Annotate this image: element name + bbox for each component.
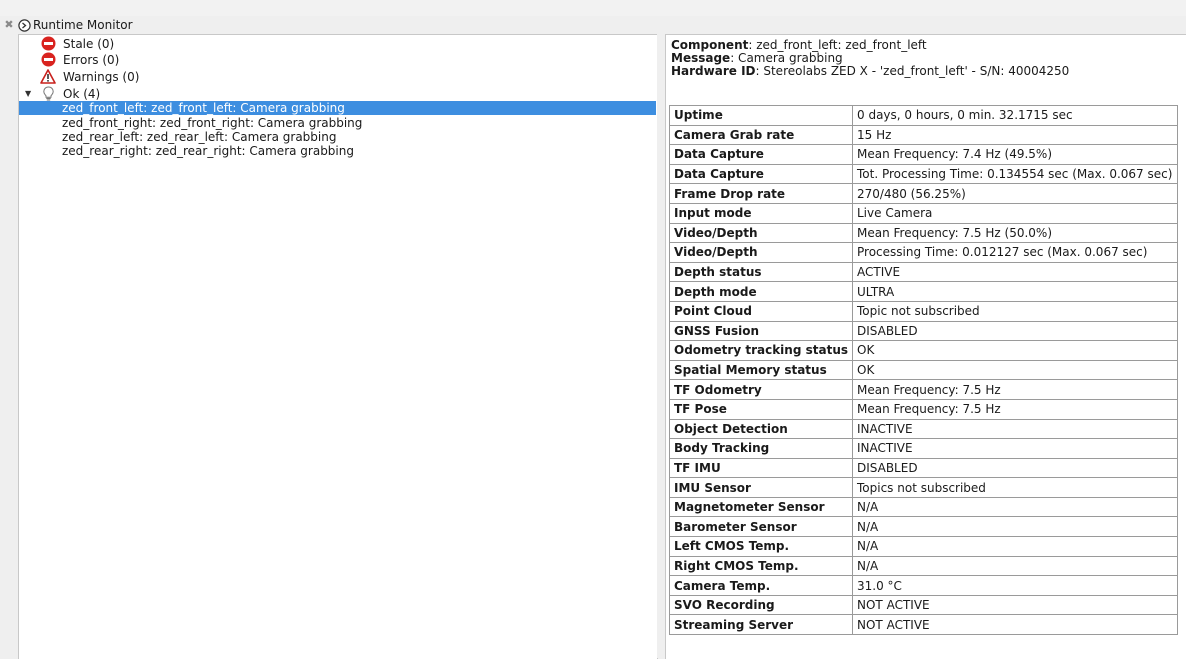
row-key: Body Tracking bbox=[670, 439, 853, 459]
row-key: Left CMOS Temp. bbox=[670, 537, 853, 557]
table-row bbox=[670, 399, 1178, 419]
row-value: N/A bbox=[853, 537, 1178, 557]
tree-group-label: Stale (0) bbox=[63, 36, 115, 51]
details-header bbox=[671, 39, 1069, 78]
row-value: N/A bbox=[853, 497, 1178, 517]
row-value: 15 Hz bbox=[853, 125, 1178, 145]
tree-group-stale[interactable] bbox=[40, 36, 114, 51]
row-key: Data Capture bbox=[670, 164, 853, 184]
tree-group-warnings[interactable] bbox=[40, 69, 139, 84]
row-key: SVO Recording bbox=[670, 595, 853, 615]
table-row bbox=[670, 537, 1178, 557]
row-key: Data Capture bbox=[670, 145, 853, 165]
row-value: Mean Frequency: 7.5 Hz bbox=[853, 399, 1178, 419]
table-row bbox=[670, 458, 1178, 478]
row-key: Depth status bbox=[670, 262, 853, 282]
tree-group-label: Ok (4) bbox=[63, 86, 101, 101]
row-value: Live Camera bbox=[853, 203, 1178, 223]
row-key: Frame Drop rate bbox=[670, 184, 853, 204]
table-row bbox=[670, 439, 1178, 459]
error-icon bbox=[40, 52, 56, 68]
details-panel bbox=[665, 34, 1186, 659]
table-row bbox=[670, 164, 1178, 184]
table-row bbox=[670, 497, 1178, 517]
table-row bbox=[670, 223, 1178, 243]
tree-item-zed-front-right[interactable]: zed_front_right: zed_front_right: Camera grabbing bbox=[62, 116, 363, 130]
row-value: 31.0 °C bbox=[853, 576, 1178, 596]
row-value: Tot. Processing Time: 0.134554 sec (Max. 0.067 sec) bbox=[853, 164, 1178, 184]
component-line: Component: zed_front_left: zed_front_left bbox=[671, 38, 927, 52]
tree-item-zed-rear-left[interactable]: zed_rear_left: zed_rear_left: Camera grabbing bbox=[62, 130, 337, 144]
close-icon[interactable]: ✖ bbox=[4, 18, 14, 31]
row-key: Barometer Sensor bbox=[670, 517, 853, 537]
row-key: Magnetometer Sensor bbox=[670, 497, 853, 517]
row-value: Mean Frequency: 7.5 Hz bbox=[853, 380, 1178, 400]
row-value: ACTIVE bbox=[853, 262, 1178, 282]
row-key: Object Detection bbox=[670, 419, 853, 439]
row-key: TF IMU bbox=[670, 458, 853, 478]
row-value: N/A bbox=[853, 556, 1178, 576]
warning-icon bbox=[40, 69, 56, 85]
row-key: Camera Grab rate bbox=[670, 125, 853, 145]
table-row bbox=[670, 243, 1178, 263]
row-key: Depth mode bbox=[670, 282, 853, 302]
table-row bbox=[670, 517, 1178, 537]
row-key: Spatial Memory status bbox=[670, 360, 853, 380]
panel-splitter[interactable] bbox=[657, 34, 665, 658]
row-value: 270/480 (56.25%) bbox=[853, 184, 1178, 204]
table-row bbox=[670, 106, 1178, 126]
row-value: NOT ACTIVE bbox=[853, 615, 1178, 635]
row-key: Video/Depth bbox=[670, 223, 853, 243]
row-value: INACTIVE bbox=[853, 419, 1178, 439]
table-row bbox=[670, 341, 1178, 361]
lightbulb-icon bbox=[40, 86, 56, 102]
row-key: GNSS Fusion bbox=[670, 321, 853, 341]
table-row bbox=[670, 262, 1178, 282]
tree-group-errors[interactable] bbox=[40, 52, 119, 67]
tree-group-label: Errors (0) bbox=[63, 52, 120, 67]
message-line: Message: Camera grabbing bbox=[671, 51, 843, 65]
hardware-id-line: Hardware ID: Stereolabs ZED X - 'zed_front_left' - S/N: 40004250 bbox=[671, 64, 1070, 78]
row-key: Uptime bbox=[670, 106, 853, 126]
row-key: Input mode bbox=[670, 203, 853, 223]
row-key: IMU Sensor bbox=[670, 478, 853, 498]
row-key: Camera Temp. bbox=[670, 576, 853, 596]
row-key: Right CMOS Temp. bbox=[670, 556, 853, 576]
row-value: NOT ACTIVE bbox=[853, 595, 1178, 615]
row-value: DISABLED bbox=[853, 321, 1178, 341]
table-row bbox=[670, 615, 1178, 635]
table-row bbox=[670, 380, 1178, 400]
row-value: ULTRA bbox=[853, 282, 1178, 302]
details-table bbox=[669, 105, 1178, 635]
status-tree[interactable] bbox=[18, 34, 658, 659]
table-row bbox=[670, 419, 1178, 439]
window-title: Runtime Monitor bbox=[33, 18, 133, 32]
stale-icon bbox=[40, 36, 56, 52]
table-row bbox=[670, 360, 1178, 380]
table-row bbox=[670, 595, 1178, 615]
row-value: OK bbox=[853, 341, 1178, 361]
table-row bbox=[670, 321, 1178, 341]
dock-title-bar bbox=[0, 16, 1186, 34]
row-key: Video/Depth bbox=[670, 243, 853, 263]
row-key: TF Pose bbox=[670, 399, 853, 419]
row-value: OK bbox=[853, 360, 1178, 380]
table-row bbox=[670, 145, 1178, 165]
row-value: Topic not subscribed bbox=[853, 301, 1178, 321]
table-row bbox=[670, 478, 1178, 498]
tree-group-label: Warnings (0) bbox=[63, 69, 140, 84]
tree-group-ok[interactable] bbox=[40, 86, 100, 101]
row-key: TF Odometry bbox=[670, 380, 853, 400]
table-row bbox=[670, 556, 1178, 576]
row-key: Odometry tracking status bbox=[670, 341, 853, 361]
table-row bbox=[670, 282, 1178, 302]
table-row bbox=[670, 184, 1178, 204]
chevron-down-icon[interactable]: ▼ bbox=[25, 89, 32, 98]
row-value: DISABLED bbox=[853, 458, 1178, 478]
top-strip bbox=[0, 0, 1186, 16]
row-value: INACTIVE bbox=[853, 439, 1178, 459]
row-value: Mean Frequency: 7.5 Hz (50.0%) bbox=[853, 223, 1178, 243]
row-value: Mean Frequency: 7.4 Hz (49.5%) bbox=[853, 145, 1178, 165]
row-key: Streaming Server bbox=[670, 615, 853, 635]
row-value: Topics not subscribed bbox=[853, 478, 1178, 498]
row-value: N/A bbox=[853, 517, 1178, 537]
tree-item-zed-rear-right[interactable]: zed_rear_right: zed_rear_right: Camera grabbing bbox=[62, 144, 354, 158]
row-key: Point Cloud bbox=[670, 301, 853, 321]
tree-item-zed-front-left[interactable]: zed_front_left: zed_front_left: Camera grabbing bbox=[19, 101, 656, 115]
table-row bbox=[670, 301, 1178, 321]
row-value: 0 days, 0 hours, 0 min. 32.1715 sec bbox=[853, 106, 1178, 126]
table-row bbox=[670, 125, 1178, 145]
table-row bbox=[670, 576, 1178, 596]
row-value: Processing Time: 0.012127 sec (Max. 0.067 sec) bbox=[853, 243, 1178, 263]
plugin-icon bbox=[18, 18, 32, 32]
table-row bbox=[670, 203, 1178, 223]
